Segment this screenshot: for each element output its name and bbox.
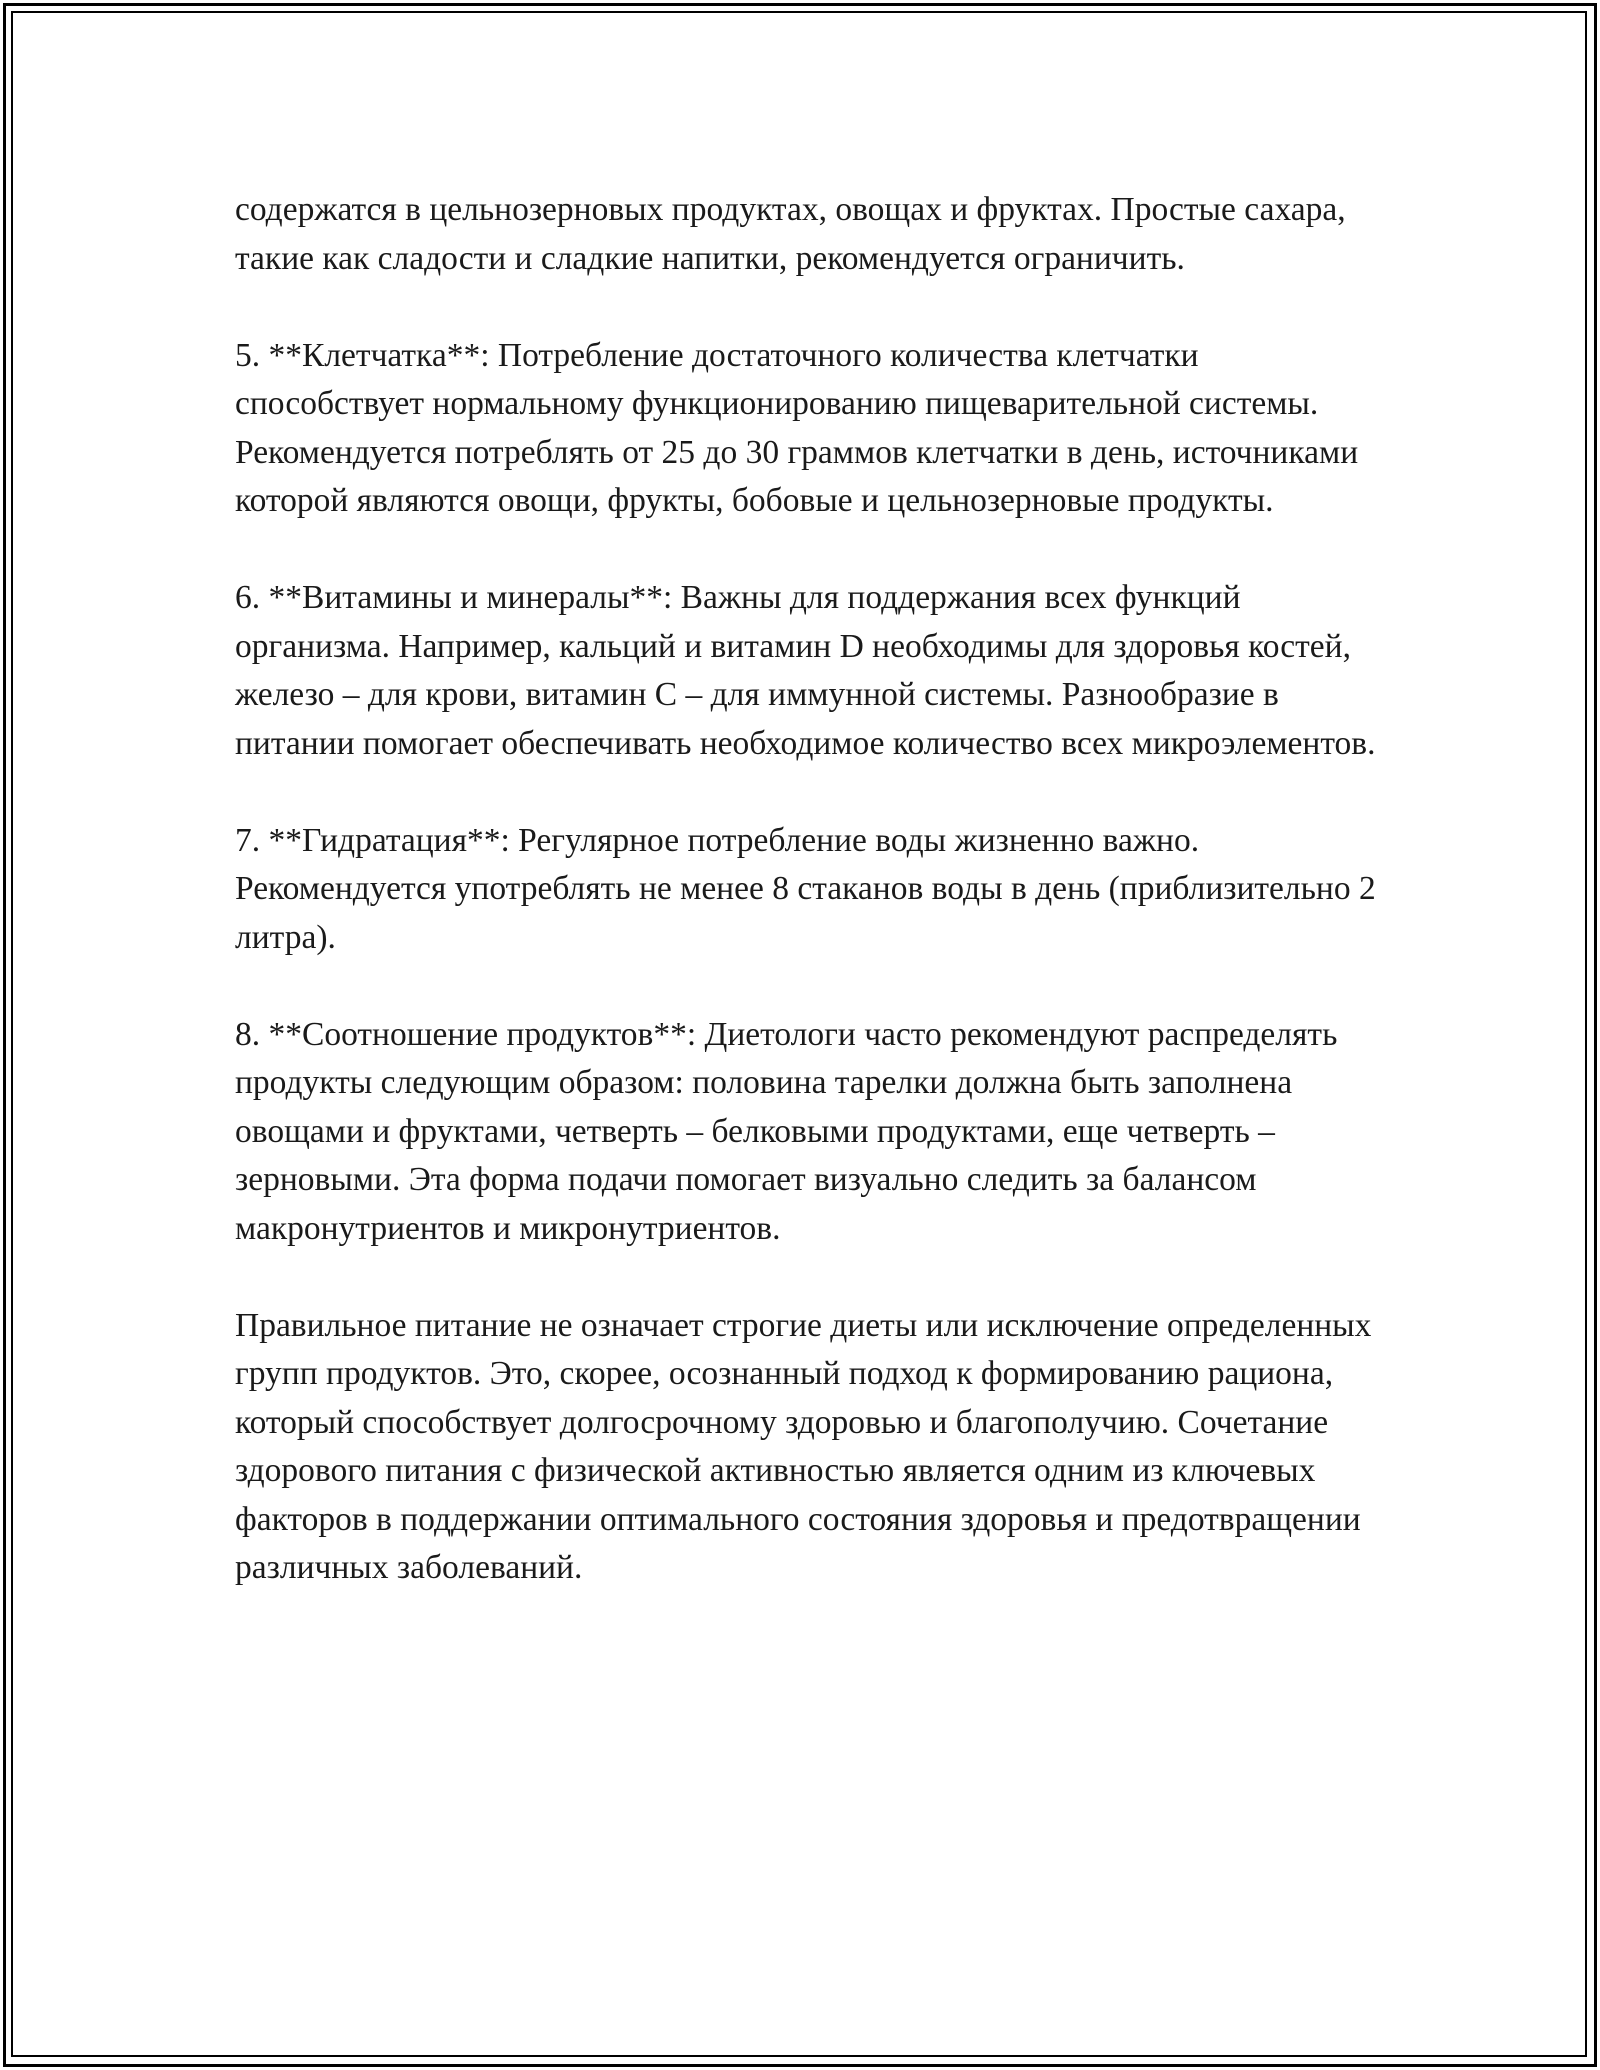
paragraph-hydration: 7. **Гидратация**: Регулярное потребление воды жизненно важно. Рекомендуется употреблять не менее 8 стаканов воды в день (приблизительно 2 литра). [235,821,1376,956]
paragraph-fiber: 5. **Клетчатка**: Потребление достаточного количества клетчатки способствует нормальному функционированию пищеварительной системы. Рекомендуется потреблять от 25 до 30 граммов клетчатки в день, источниками которой являются овощи, фрукты, бобовые и цельнозерновые продукты. [235,336,1359,519]
paragraph-conclusion: Правильное питание не означает строгие диеты или исключение определенных групп продуктов. Это, скорее, осознанный подход к формированию рациона, который способствует долгосрочному здоровью и благополучию. Сочетание здорового питания с физической активностью является одним из ключевых факторов в поддержании оптимального состояния здоровья и предотвращении различных заболеваний. [235,1306,1372,1586]
document-body [235,186,1385,1593]
paragraph-vitamins-minerals: 6. **Витамины и минералы**: Важны для поддержания всех функций организма. Например, кальций и витамин D необходимы для здоровья костей, железо – для крови, витамин C – для иммунной системы. Разнообразие в питании помогает обеспечивать необходимое количество всех микроэлементов. [235,579,1376,762]
paragraph-food-proportions: 8. **Соотношение продуктов**: Диетологи часто рекомендуют распределять продукты следующим образом: половина тарелки должна быть заполнена овощами и фруктами, четверть – белковыми продуктами, еще четверть – зерновыми. Эта форма подачи помогает визуально следить за балансом макронутриентов и микронутриентов. [235,1015,1338,1247]
paragraph-carbohydrates-continued: содержатся в цельнозерновых продуктах, овощах и фруктах. Простые сахара, такие как сладости и сладкие напитки, рекомендуется ограничить. [235,191,1346,277]
